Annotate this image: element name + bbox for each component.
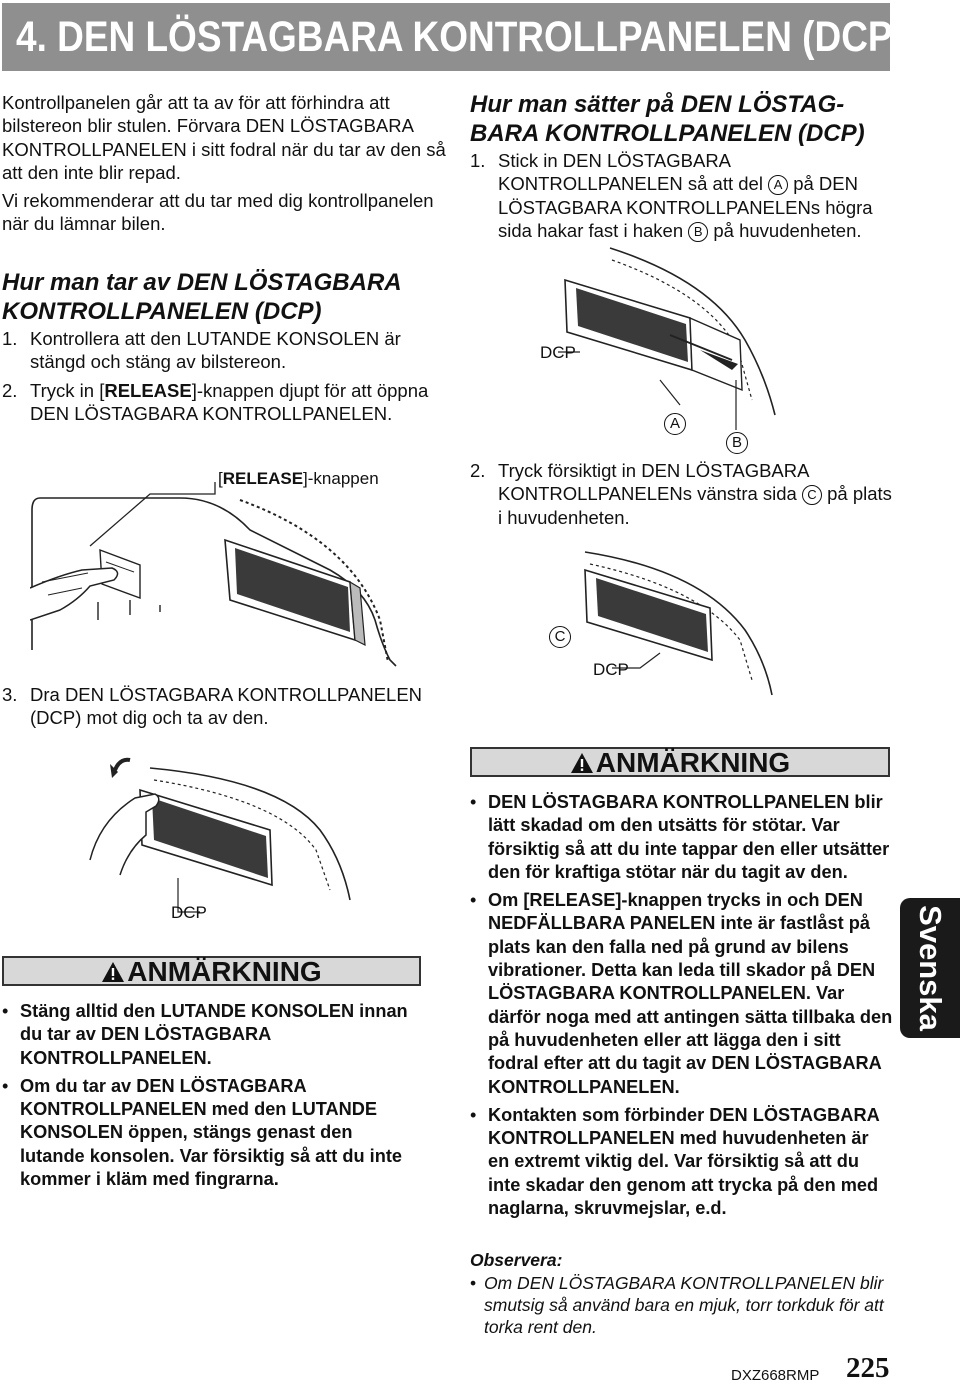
marker-b-figure [726,432,748,454]
step-number: 2. [2,379,18,401]
step-text: Stick in DEN LÖSTAGBARA KONTROLLPANELEN så att del [498,150,763,195]
step-text: på huvudenheten. [713,220,862,242]
step-number: 3. [2,684,18,705]
release-keyword: RELEASE [104,379,192,401]
dcp-label-pull: DCP [171,903,207,922]
remove-step-3-section [2,683,432,730]
warning-icon [570,752,594,774]
note-list-right [470,791,894,1225]
pull-off-illustration [80,750,360,930]
attach-heading: Hur man sätter på DEN LÖSTAG-BARA KONTROLLPANELEN (DCP) [470,91,865,147]
intro-section [2,91,447,235]
step-number: 1. [2,328,18,349]
step-number: 1. [470,150,486,171]
observe-section [470,1250,894,1338]
note-item: • DEN LÖSTAGBARA KONTROLLPANELEN blir lätt skadad om den utsätts för stötar. Var försiktig så att du inte tappar den eller utsätter den för kraftiga stötar när du tagit av den. [470,791,894,884]
language-tab-label: Svenska [913,905,948,1031]
note-item: • Kontakten som förbinder DEN LÖSTAGBARA KONTROLLPANELEN med huvudenheten är en extremt viktig del. Var försiktig så att du inte skadar den genom att trycka på den med naglarna, skruvmejslar, e.d. [470,1104,894,1220]
remove-step-3 [2,683,432,730]
model-number: DXZ668RMP [731,1367,820,1384]
marker-b: B [688,222,708,242]
step-text: Tryck in [ [30,379,105,401]
language-tab [900,898,960,1038]
marker-a-figure [664,413,686,435]
page-number: 225 [846,1352,890,1384]
label-text: ]-knappen [303,469,379,488]
attach-step-1 [470,149,900,243]
page-title-text: 4. DEN LÖSTAGBARA KONTROLLPANELEN (DCP) [16,13,905,61]
note-item: • Om du tar av DEN LÖSTAGBARA KONTROLLPANELEN med den LUTANDE KONSOLEN öppen, stängs genast den lutande konsolen. Var försiktig så att du inte kommer i kläm med fingrarna. [2,1075,422,1191]
attach-section [470,90,900,243]
step-text: Kontrollera att den LUTANDE KONSOLEN är stängd och stäng av bilstereon. [30,328,401,373]
label-keyword: RELEASE [222,469,304,488]
note-header-right [470,747,890,777]
page-title [2,3,905,71]
label-text: [ [218,469,223,488]
observe-text: • Om DEN LÖSTAGBARA KONTROLLPANELEN blir smutsig så använd bara en mjuk, torr torkduk för att torka rent den. [470,1272,894,1338]
remove-heading: Hur man tar av DEN LÖSTAGBARA KONTROLLPANELEN (DCP) [2,269,401,325]
warning-icon [101,961,125,983]
intro-paragraph-2: Vi rekommenderar att du tar med dig kontrollpanelen när du lämnar bilen. [2,189,434,235]
attach-illustration [540,240,780,455]
attach-step-2-section [470,459,900,529]
attach-step-2 [470,459,900,529]
remove-step-1 [2,327,432,374]
observe-title: Observera: [470,1250,563,1270]
marker-a: A [768,175,788,195]
note-list-left [2,1000,422,1196]
note-header-left [2,956,421,986]
marker-c-figure [549,626,571,648]
note-item: • Om [RELEASE]-knappen trycks in och DEN NEDFÄLLBARA PANELEN inte är fastlåst på plats kan den falla ned på grund av bilens vibrationer. Detta kan leda till skador på DEN LÖSTAGBARA KONTROLLPANELEN. Var därför noga med att antingen sätta tillbaka den på huvudenheten eller att lägga den i sitt fodral efter att du tagit av DEN LÖSTAGBARA KONTROLLPANELEN. [470,889,894,1099]
release-illustration [30,470,400,670]
note-item: • Stäng alltid den LUTANDE KONSOLEN innan du tar av DEN LÖSTAGBARA KONTROLLPANELEN. [2,1000,422,1070]
step-text: på plats i huvudenheten. [498,483,892,528]
marker-c: C [802,485,822,505]
step-number: 2. [470,460,486,481]
note-title: ANMÄRKNING [595,747,791,778]
marker-b-label: B [726,432,748,454]
dcp-label-press: DCP [593,660,629,679]
step-text: ]-knappen djupt för att öppna DEN LÖSTAGBARA KONTROLLPANELEN. [30,379,429,425]
remove-section [2,268,432,426]
step-text: Dra DEN LÖSTAGBARA KONTROLLPANELEN (DCP) mot dig och ta av den. [30,684,423,729]
marker-a-label: A [664,413,686,435]
step-text: på DEN LÖSTAGBARA KONTROLLPANELENs högra sida hakar fast i haken [498,173,873,242]
intro-paragraph-1: Kontrollpanelen går att ta av för att förhindra att bilstereon blir stulen. Förvara DEN LÖSTAGBARA KONTROLLPANELEN i sitt fodral när du tar av den så att den inte blir repad. [2,92,446,184]
note-title: ANMÄRKNING [127,956,322,987]
dcp-label-attach: DCP [540,343,576,362]
step-text: Tryck försiktigt in DEN LÖSTAGBARA KONTROLLPANELENs vänstra sida [498,460,809,505]
remove-step-2 [2,379,432,426]
marker-c-label: C [549,626,571,648]
